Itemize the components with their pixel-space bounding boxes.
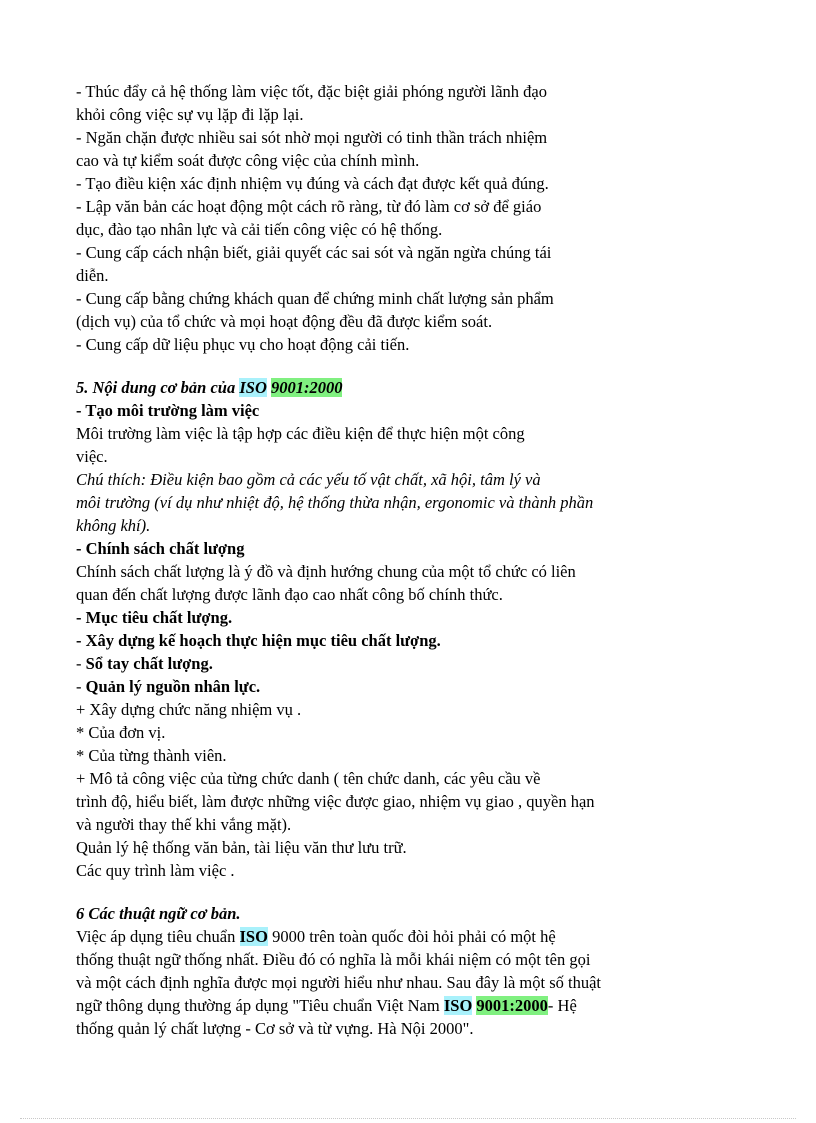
hr-item: + Mô tả công việc của từng chức danh ( tên chức danh, các yêu cầu về [76, 769, 541, 788]
intro-line: cao và tự kiểm soát được công việc của chính mình. [76, 151, 420, 170]
hr-item: Quản lý hệ thống văn bản, tài liệu văn thư lưu trữ. [76, 838, 407, 857]
quality-manual-line [76, 652, 696, 675]
quality-manual: Sổ tay chất lượng. [85, 654, 213, 673]
section-6-text [76, 925, 696, 948]
note-line: môi trường (ví dụ như nhiệt độ, hệ thống thừa nhận, ergonomic và thành phần [76, 493, 594, 512]
intro-line: dục, đào tạo nhân lực và cải tiến công việc có hệ thống. [76, 220, 443, 239]
work-environment-text: Môi trường làm việc là tập hợp các điều kiện để thực hiện một công [76, 424, 525, 443]
intro-line: diễn. [76, 266, 109, 285]
quality-policy-title: - Chính sách chất lượng [76, 539, 245, 558]
intro-line: khỏi công việc sự vụ lặp đi lặp lại. [76, 105, 304, 124]
section-5-heading [76, 376, 696, 399]
intro-line: - Lập văn bản các hoạt động một cách rõ ràng, từ đó làm cơ sở để giáo [76, 197, 542, 216]
section-5-heading-text: 5. Nội dung cơ bản của [76, 378, 240, 397]
intro-line: - Tạo điều kiện xác định nhiệm vụ đúng và cách đạt được kết quả đúng. [76, 174, 549, 193]
dash: - [76, 654, 86, 673]
hr-item: * Của từng thành viên. [76, 746, 227, 765]
hr-item: trình độ, hiểu biết, làm được những việc được giao, nhiệm vụ giao , quyền hạn [76, 792, 595, 811]
document-body [76, 80, 696, 1040]
page-bottom-divider [20, 1118, 796, 1119]
intro-line: - Cung cấp dữ liệu phục vụ cho hoạt động cải tiến. [76, 335, 410, 354]
iso-highlight: ISO [239, 927, 268, 946]
quality-policy-text: quan đến chất lượng được lãnh đạo cao nhất công bố chính thức. [76, 585, 503, 604]
text-run: ngữ thông dụng thường áp dụng "Tiêu chuẩn Việt Nam [76, 996, 444, 1015]
work-environment-text: việc. [76, 447, 108, 466]
spacer [76, 882, 696, 902]
hr-item: + Xây dựng chức năng nhiệm vụ . [76, 700, 302, 719]
intro-line: - Ngăn chặn được nhiều sai sót nhờ mọi người có tinh thần trách nhiệm [76, 128, 548, 147]
hr-item: và người thay thế khi vắng mặt). [76, 815, 292, 834]
section-6-text: thống thuật ngữ thống nhất. Điều đó có nghĩa là mỗi khái niệm có một tên gọi [76, 950, 591, 969]
section-6-heading: 6 Các thuật ngữ cơ bản. [76, 904, 241, 923]
hr-item: * Của đơn vị. [76, 723, 166, 742]
section-6-text: và một cách định nghĩa được mọi người hiểu như nhau. Sau đây là một số thuật [76, 973, 601, 992]
work-environment-title: - Tạo môi trường làm việc [76, 401, 260, 420]
spacer [76, 356, 696, 376]
intro-line: - Thúc đẩy cả hệ thống làm việc tốt, đặc biệt giải phóng người lãnh đạo [76, 82, 547, 101]
hr-item: Các quy trình làm việc . [76, 861, 235, 880]
text-run: Việc áp dụng tiêu chuẩn [76, 927, 240, 946]
standard-number-highlight: 9001:2000 [476, 996, 548, 1015]
dash: - [76, 677, 86, 696]
iso-highlight: ISO [443, 996, 473, 1015]
hr-management: Quản lý nguồn nhân lực. [85, 677, 261, 696]
quality-objectives: - Mục tiêu chất lượng. [76, 608, 233, 627]
quality-policy-text: Chính sách chất lượng là ý đồ và định hướng chung của một tổ chức có liên [76, 562, 576, 581]
quality-plan: - Xây dựng kế hoạch thực hiện mục tiêu chất lượng. [76, 631, 441, 650]
iso-highlight: ISO [239, 378, 267, 397]
standard-number-highlight: 9001:2000 [270, 378, 343, 397]
note-line: Chú thích: Điều kiện bao gồm cả các yếu tố vật chất, xã hội, tâm lý và [76, 470, 541, 489]
text-run: - Hệ [547, 996, 577, 1015]
intro-line: - Cung cấp cách nhận biết, giải quyết các sai sót và ngăn ngừa chúng tái [76, 243, 552, 262]
section-6-text: thống quản lý chất lượng - Cơ sở và từ vựng. Hà Nội 2000". [76, 1019, 474, 1038]
text-run: 9000 trên toàn quốc đòi hỏi phải có một hệ [267, 927, 556, 946]
intro-line: - Cung cấp bằng chứng khách quan để chứng minh chất lượng sản phẩm [76, 289, 554, 308]
hr-management-line [76, 675, 696, 698]
section-6-text [76, 994, 696, 1017]
intro-line: (dịch vụ) của tổ chức và mọi hoạt động đều đã được kiểm soát. [76, 312, 493, 331]
note-line: không khí). [76, 516, 151, 535]
